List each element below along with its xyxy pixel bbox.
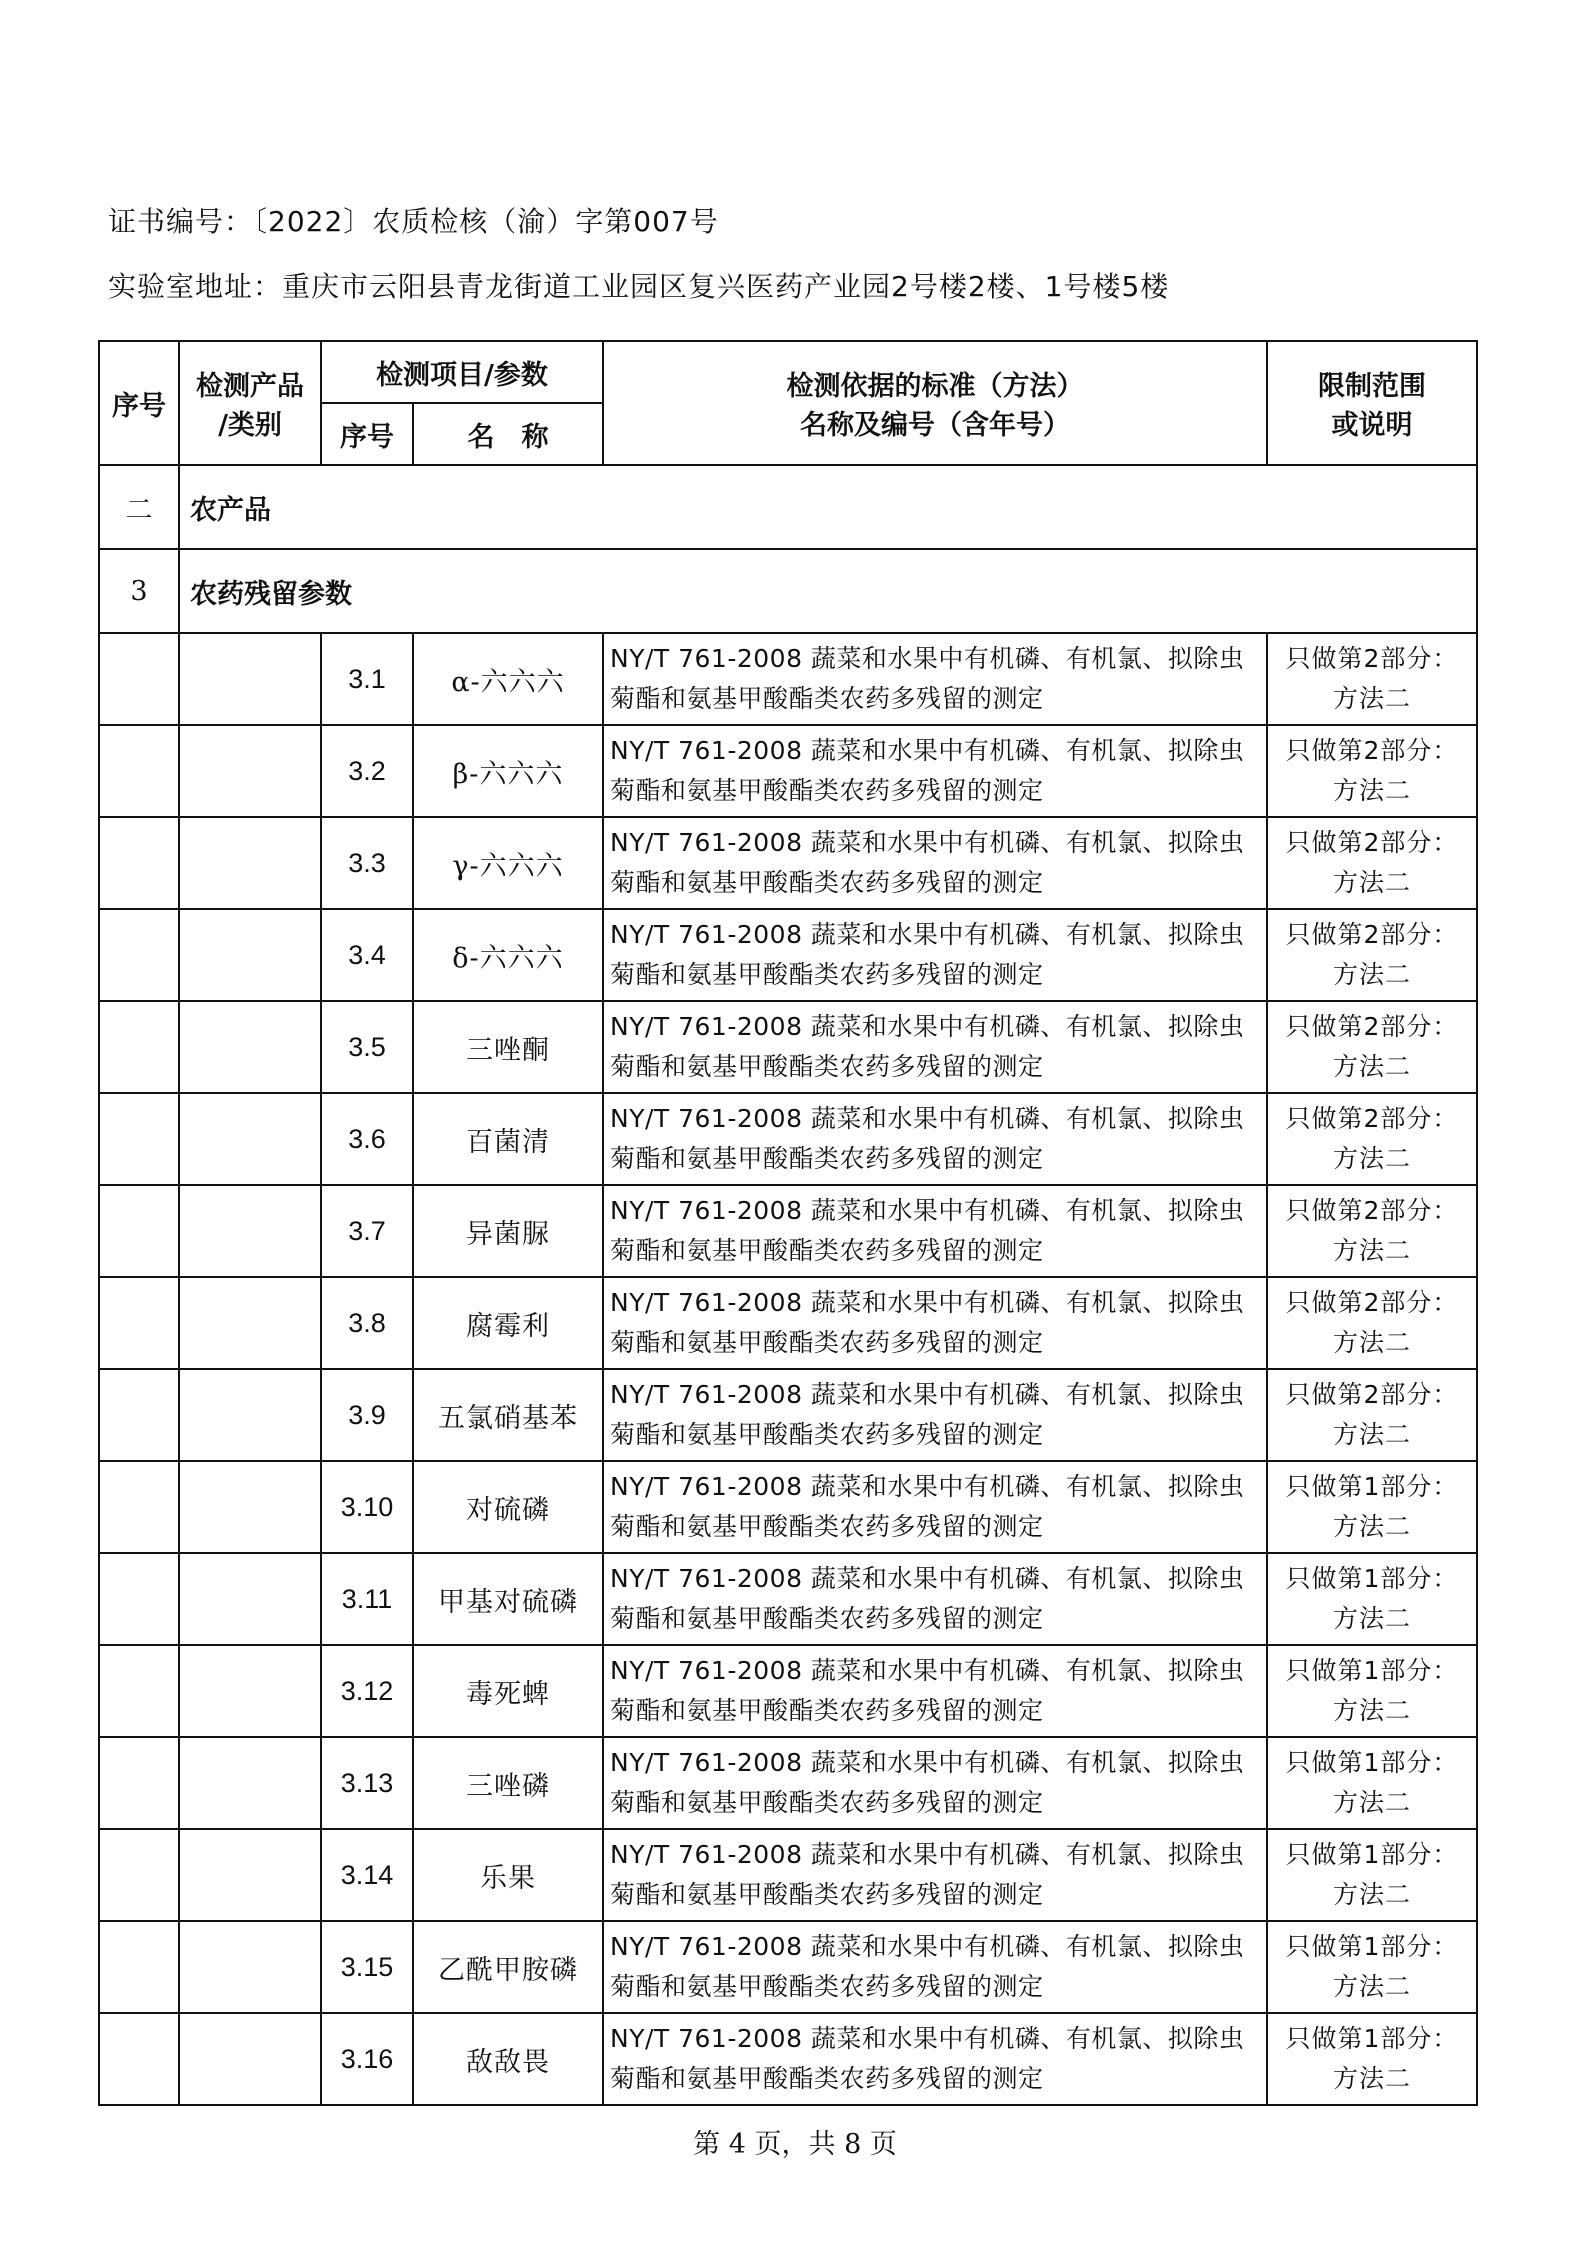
seq-cell bbox=[99, 2013, 179, 2105]
item-no: 3.4 bbox=[321, 909, 413, 1001]
seq-cell bbox=[99, 1829, 179, 1921]
item-no: 3.1 bbox=[321, 633, 413, 725]
item-no: 3.16 bbox=[321, 2013, 413, 2105]
seq-cell bbox=[99, 1645, 179, 1737]
item-limit: 只做第2部分： 方法二 bbox=[1267, 817, 1477, 909]
product-cell bbox=[179, 2013, 321, 2105]
product-cell bbox=[179, 909, 321, 1001]
item-standard: NY/T 761-2008 蔬菜和水果中有机磷、有机氯、拟除虫菊酯和氨基甲酸酯类农药多残留的测定 bbox=[603, 1277, 1267, 1369]
product-cell bbox=[179, 1461, 321, 1553]
seq-cell bbox=[99, 1461, 179, 1553]
item-limit: 只做第2部分： 方法二 bbox=[1267, 1185, 1477, 1277]
section-row bbox=[99, 465, 1477, 549]
item-standard: NY/T 761-2008 蔬菜和水果中有机磷、有机氯、拟除虫菊酯和氨基甲酸酯类农药多残留的测定 bbox=[603, 1185, 1267, 1277]
item-limit: 只做第2部分： 方法二 bbox=[1267, 725, 1477, 817]
item-standard: NY/T 761-2008 蔬菜和水果中有机磷、有机氯、拟除虫菊酯和氨基甲酸酯类农药多残留的测定 bbox=[603, 1093, 1267, 1185]
seq-cell bbox=[99, 1369, 179, 1461]
item-no: 3.2 bbox=[321, 725, 413, 817]
header-product: 检测产品 /类别 bbox=[179, 341, 321, 465]
seq-cell bbox=[99, 1185, 179, 1277]
item-no: 3.10 bbox=[321, 1461, 413, 1553]
item-name: 百菌清 bbox=[413, 1093, 603, 1185]
item-limit: 只做第1部分： 方法二 bbox=[1267, 1645, 1477, 1737]
seq-cell bbox=[99, 1001, 179, 1093]
item-standard: NY/T 761-2008 蔬菜和水果中有机磷、有机氯、拟除虫菊酯和氨基甲酸酯类农药多残留的测定 bbox=[603, 1553, 1267, 1645]
item-name: 乐果 bbox=[413, 1829, 603, 1921]
product-cell bbox=[179, 1829, 321, 1921]
item-standard: NY/T 761-2008 蔬菜和水果中有机磷、有机氯、拟除虫菊酯和氨基甲酸酯类农药多残留的测定 bbox=[603, 909, 1267, 1001]
item-limit: 只做第2部分： 方法二 bbox=[1267, 1001, 1477, 1093]
product-cell bbox=[179, 1093, 321, 1185]
seq-cell bbox=[99, 1737, 179, 1829]
item-standard: NY/T 761-2008 蔬菜和水果中有机磷、有机氯、拟除虫菊酯和氨基甲酸酯类农药多残留的测定 bbox=[603, 633, 1267, 725]
item-standard: NY/T 761-2008 蔬菜和水果中有机磷、有机氯、拟除虫菊酯和氨基甲酸酯类农药多残留的测定 bbox=[603, 1461, 1267, 1553]
seq-cell bbox=[99, 633, 179, 725]
table-row bbox=[99, 1645, 1477, 1737]
table-row bbox=[99, 725, 1477, 817]
item-limit: 只做第1部分： 方法二 bbox=[1267, 1553, 1477, 1645]
item-name: 毒死蜱 bbox=[413, 1645, 603, 1737]
item-name: 甲基对硫磷 bbox=[413, 1553, 603, 1645]
item-no: 3.11 bbox=[321, 1553, 413, 1645]
item-name: 异菌脲 bbox=[413, 1185, 603, 1277]
product-cell bbox=[179, 1737, 321, 1829]
item-no: 3.7 bbox=[321, 1185, 413, 1277]
item-limit: 只做第1部分： 方法二 bbox=[1267, 1461, 1477, 1553]
item-limit: 只做第1部分： 方法二 bbox=[1267, 1829, 1477, 1921]
lab-address: 实验室地址：重庆市云阳县青龙街道工业园区复兴医药产业园2号楼2楼、1号楼5楼 bbox=[108, 270, 1170, 303]
item-no: 3.3 bbox=[321, 817, 413, 909]
item-name: 敌敌畏 bbox=[413, 2013, 603, 2105]
seq-cell bbox=[99, 909, 179, 1001]
item-limit: 只做第1部分： 方法二 bbox=[1267, 2013, 1477, 2105]
table-row bbox=[99, 817, 1477, 909]
item-name: γ-六六六 bbox=[413, 817, 603, 909]
item-standard: NY/T 761-2008 蔬菜和水果中有机磷、有机氯、拟除虫菊酯和氨基甲酸酯类农药多残留的测定 bbox=[603, 2013, 1267, 2105]
header-item-name: 名 称 bbox=[413, 403, 603, 465]
product-cell bbox=[179, 1645, 321, 1737]
product-cell bbox=[179, 1277, 321, 1369]
item-name: 对硫磷 bbox=[413, 1461, 603, 1553]
header-limit: 限制范围 或说明 bbox=[1267, 341, 1477, 465]
item-limit: 只做第2部分： 方法二 bbox=[1267, 909, 1477, 1001]
inspection-table bbox=[98, 340, 1478, 2106]
seq-cell bbox=[99, 1093, 179, 1185]
header-seq: 序号 bbox=[99, 341, 179, 465]
header-item-seq: 序号 bbox=[321, 403, 413, 465]
item-name: 三唑磷 bbox=[413, 1737, 603, 1829]
table-row bbox=[99, 1001, 1477, 1093]
product-cell bbox=[179, 633, 321, 725]
item-no: 3.12 bbox=[321, 1645, 413, 1737]
product-cell bbox=[179, 1369, 321, 1461]
table-row bbox=[99, 1093, 1477, 1185]
certificate-number: 证书编号：〔2022〕农质检核（渝）字第007号 bbox=[108, 205, 719, 238]
table-row bbox=[99, 1553, 1477, 1645]
item-no: 3.8 bbox=[321, 1277, 413, 1369]
item-limit: 只做第2部分： 方法二 bbox=[1267, 633, 1477, 725]
product-cell bbox=[179, 1185, 321, 1277]
item-no: 3.6 bbox=[321, 1093, 413, 1185]
item-no: 3.5 bbox=[321, 1001, 413, 1093]
item-no: 3.15 bbox=[321, 1921, 413, 2013]
product-cell bbox=[179, 1001, 321, 1093]
section-no: 二 bbox=[99, 465, 179, 549]
product-cell bbox=[179, 1553, 321, 1645]
section-label: 农产品 bbox=[179, 465, 1477, 549]
seq-cell bbox=[99, 1921, 179, 2013]
header-item-group: 检测项目/参数 bbox=[321, 341, 603, 403]
table-row bbox=[99, 1921, 1477, 2013]
item-standard: NY/T 761-2008 蔬菜和水果中有机磷、有机氯、拟除虫菊酯和氨基甲酸酯类农药多残留的测定 bbox=[603, 1829, 1267, 1921]
product-cell bbox=[179, 817, 321, 909]
table-row bbox=[99, 1737, 1477, 1829]
section-no: 3 bbox=[99, 549, 179, 633]
item-standard: NY/T 761-2008 蔬菜和水果中有机磷、有机氯、拟除虫菊酯和氨基甲酸酯类农药多残留的测定 bbox=[603, 1921, 1267, 2013]
item-name: 三唑酮 bbox=[413, 1001, 603, 1093]
item-standard: NY/T 761-2008 蔬菜和水果中有机磷、有机氯、拟除虫菊酯和氨基甲酸酯类农药多残留的测定 bbox=[603, 725, 1267, 817]
product-cell bbox=[179, 725, 321, 817]
item-limit: 只做第1部分： 方法二 bbox=[1267, 1737, 1477, 1829]
page-number: 第 4 页，共 8 页 bbox=[693, 2129, 897, 2160]
item-name: 五氯硝基苯 bbox=[413, 1369, 603, 1461]
item-standard: NY/T 761-2008 蔬菜和水果中有机磷、有机氯、拟除虫菊酯和氨基甲酸酯类农药多残留的测定 bbox=[603, 1645, 1267, 1737]
item-name: 腐霉利 bbox=[413, 1277, 603, 1369]
section-label: 农药残留参数 bbox=[179, 549, 1477, 633]
table-row bbox=[99, 2013, 1477, 2105]
table-row bbox=[99, 1369, 1477, 1461]
header-standard: 检测依据的标准（方法） 名称及编号（含年号） bbox=[603, 341, 1267, 465]
seq-cell bbox=[99, 1553, 179, 1645]
table-row bbox=[99, 633, 1477, 725]
item-standard: NY/T 761-2008 蔬菜和水果中有机磷、有机氯、拟除虫菊酯和氨基甲酸酯类农药多残留的测定 bbox=[603, 1001, 1267, 1093]
seq-cell bbox=[99, 725, 179, 817]
item-standard: NY/T 761-2008 蔬菜和水果中有机磷、有机氯、拟除虫菊酯和氨基甲酸酯类农药多残留的测定 bbox=[603, 1737, 1267, 1829]
item-limit: 只做第1部分： 方法二 bbox=[1267, 1921, 1477, 2013]
table-row bbox=[99, 1829, 1477, 1921]
item-name: β-六六六 bbox=[413, 725, 603, 817]
seq-cell bbox=[99, 817, 179, 909]
item-standard: NY/T 761-2008 蔬菜和水果中有机磷、有机氯、拟除虫菊酯和氨基甲酸酯类农药多残留的测定 bbox=[603, 1369, 1267, 1461]
table-row bbox=[99, 1185, 1477, 1277]
item-limit: 只做第2部分： 方法二 bbox=[1267, 1277, 1477, 1369]
table-row bbox=[99, 1277, 1477, 1369]
item-limit: 只做第2部分： 方法二 bbox=[1267, 1093, 1477, 1185]
item-limit: 只做第2部分： 方法二 bbox=[1267, 1369, 1477, 1461]
item-no: 3.13 bbox=[321, 1737, 413, 1829]
section-row bbox=[99, 549, 1477, 633]
item-name: δ-六六六 bbox=[413, 909, 603, 1001]
item-standard: NY/T 761-2008 蔬菜和水果中有机磷、有机氯、拟除虫菊酯和氨基甲酸酯类农药多残留的测定 bbox=[603, 817, 1267, 909]
item-no: 3.9 bbox=[321, 1369, 413, 1461]
item-no: 3.14 bbox=[321, 1829, 413, 1921]
item-name: α-六六六 bbox=[413, 633, 603, 725]
product-cell bbox=[179, 1921, 321, 2013]
table-row bbox=[99, 1461, 1477, 1553]
table-row bbox=[99, 909, 1477, 1001]
seq-cell bbox=[99, 1277, 179, 1369]
item-name: 乙酰甲胺磷 bbox=[413, 1921, 603, 2013]
